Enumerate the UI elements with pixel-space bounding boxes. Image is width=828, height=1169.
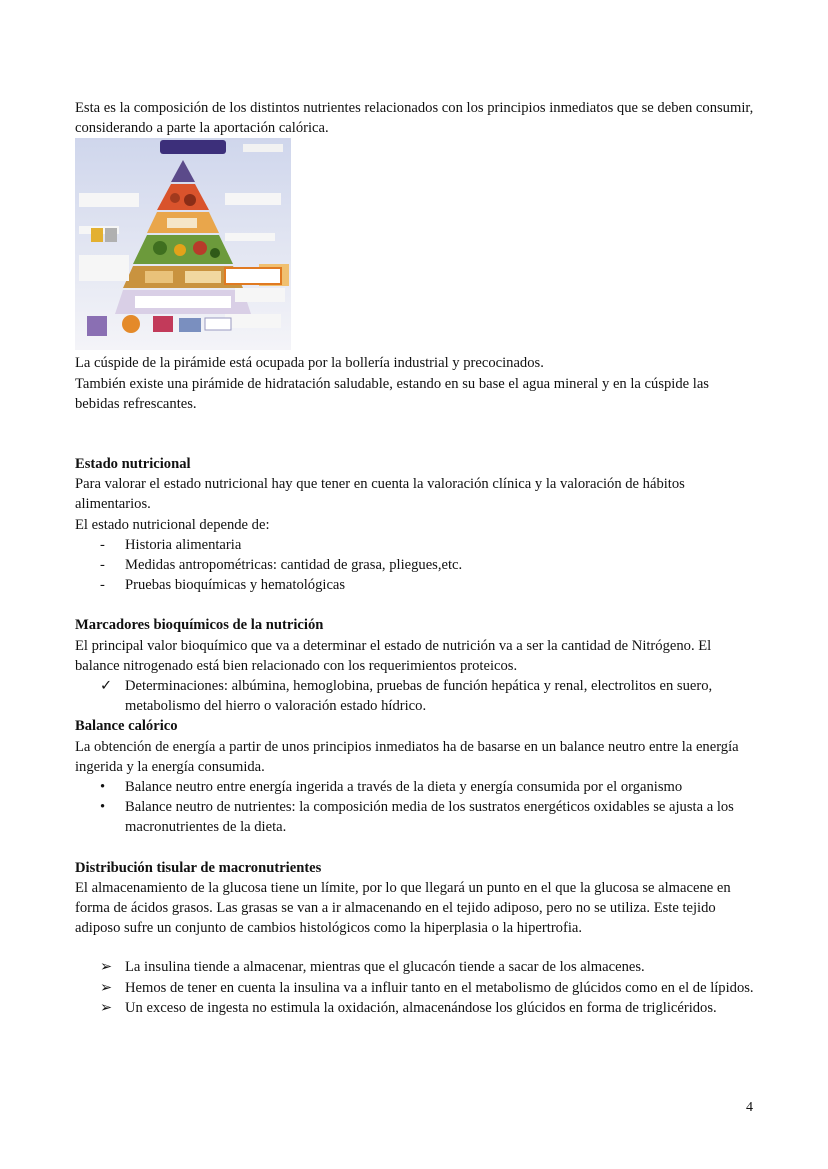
dash-marker: - — [100, 577, 105, 594]
pyramid-caption: La cúspide de la pirámide está ocupada por la bollería industrial y precocinados. — [75, 355, 544, 372]
list-item: • Balance neutro entre energía ingerida a través de la dieta y energía consumida por el organismo — [75, 777, 755, 797]
hydration-paragraph: También existe una pirámide de hidratación saludable, estando en su base el agua mineral y en la cúspide las bebidas refrescantes. — [75, 375, 709, 412]
list-item: ✓ Determinaciones: albúmina, hemoglobina, pruebas de función hepática y renal, electrolitos en suero, metabolismo del hierro o valoración estado hídrico. — [100, 678, 713, 715]
arrow-bullet-icon: ➢ — [100, 979, 113, 996]
list-item: - Historia alimentaria — [75, 535, 755, 555]
estado-depends: El estado nutricional depende de: — [75, 516, 270, 533]
list-item: - Medidas antropométricas: cantidad de grasa, pliegues,etc. — [75, 555, 755, 575]
arrow-bullet-icon: ➢ — [100, 999, 113, 1016]
distribucion-paragraph: El almacenamiento de la glucosa tiene un límite, por lo que llegará un punto en el que la glucosa se almacene en forma de ácidos grasos. Las grasas se van a ir almacenando en el tejido adiposo, pero no se utiliza. Este tejido adiposo sufre un conjunto de cambios histológicos como la hiperplasia o la hipertrofia. — [75, 879, 731, 937]
heading-estado-nutricional: Estado nutricional — [75, 456, 191, 473]
intro-paragraph: Esta es la composición de los distintos nutrientes relacionados con los principios inmediatos que se deben consumir, considerando a parte la aportación calórica. — [75, 100, 754, 137]
page-number: 4 — [746, 1100, 753, 1115]
marcadores-paragraph: El principal valor bioquímico que va a determinar el estado de nutrición va a ser la cantidad de Nitrógeno. El balance nitrogenado está bien relacionado con los requerimientos proteicos. — [75, 637, 712, 674]
list-item: - Pruebas bioquímicas y hematológicas — [75, 575, 755, 595]
heading-marcadores: Marcadores bioquímicos de la nutrición — [75, 617, 324, 634]
list-item: ➢ La insulina tiende a almacenar, mientras que el glucacón tiende a sacar de los almacenes. — [75, 957, 755, 977]
distribucion-list — [75, 957, 755, 1018]
list-item: • Balance neutro de nutrientes: la composición media de los sustratos energéticos oxidables se ajusta a los macronutrientes de la dieta. — [100, 799, 734, 836]
arrow-bullet-icon: ➢ — [100, 959, 113, 976]
heading-distribucion: Distribución tisular de macronutrientes — [75, 859, 322, 876]
list-item: ➢ Un exceso de ingesta no estimula la oxidación, almacenándose los glúcidos en forma de triglicéridos. — [75, 998, 755, 1018]
balance-paragraph: La obtención de energía a partir de unos principios inmediatos ha de basarse en un balance neutro entre la energía ingerida y la energía consumida. — [75, 738, 739, 775]
bullet-icon: • — [100, 779, 106, 796]
document-page — [75, 98, 755, 1018]
food-pyramid-image — [75, 138, 291, 350]
dash-marker: - — [100, 557, 105, 574]
balance-list — [75, 777, 755, 838]
marcadores-list — [75, 676, 755, 716]
estado-paragraph: Para valorar el estado nutricional hay que tener en cuenta la valoración clínica y la valoración de hábitos alimentarios. — [75, 476, 685, 513]
list-item: ➢ Hemos de tener en cuenta la insulina va a influir tanto en el metabolismo de glúcidos como en el de lípidos. — [75, 978, 755, 998]
bullet-icon: • — [100, 799, 106, 816]
heading-balance-calorico: Balance calórico — [75, 718, 178, 735]
checkmark-icon: ✓ — [100, 678, 113, 695]
dash-marker: - — [100, 536, 105, 553]
estado-list — [75, 535, 755, 596]
